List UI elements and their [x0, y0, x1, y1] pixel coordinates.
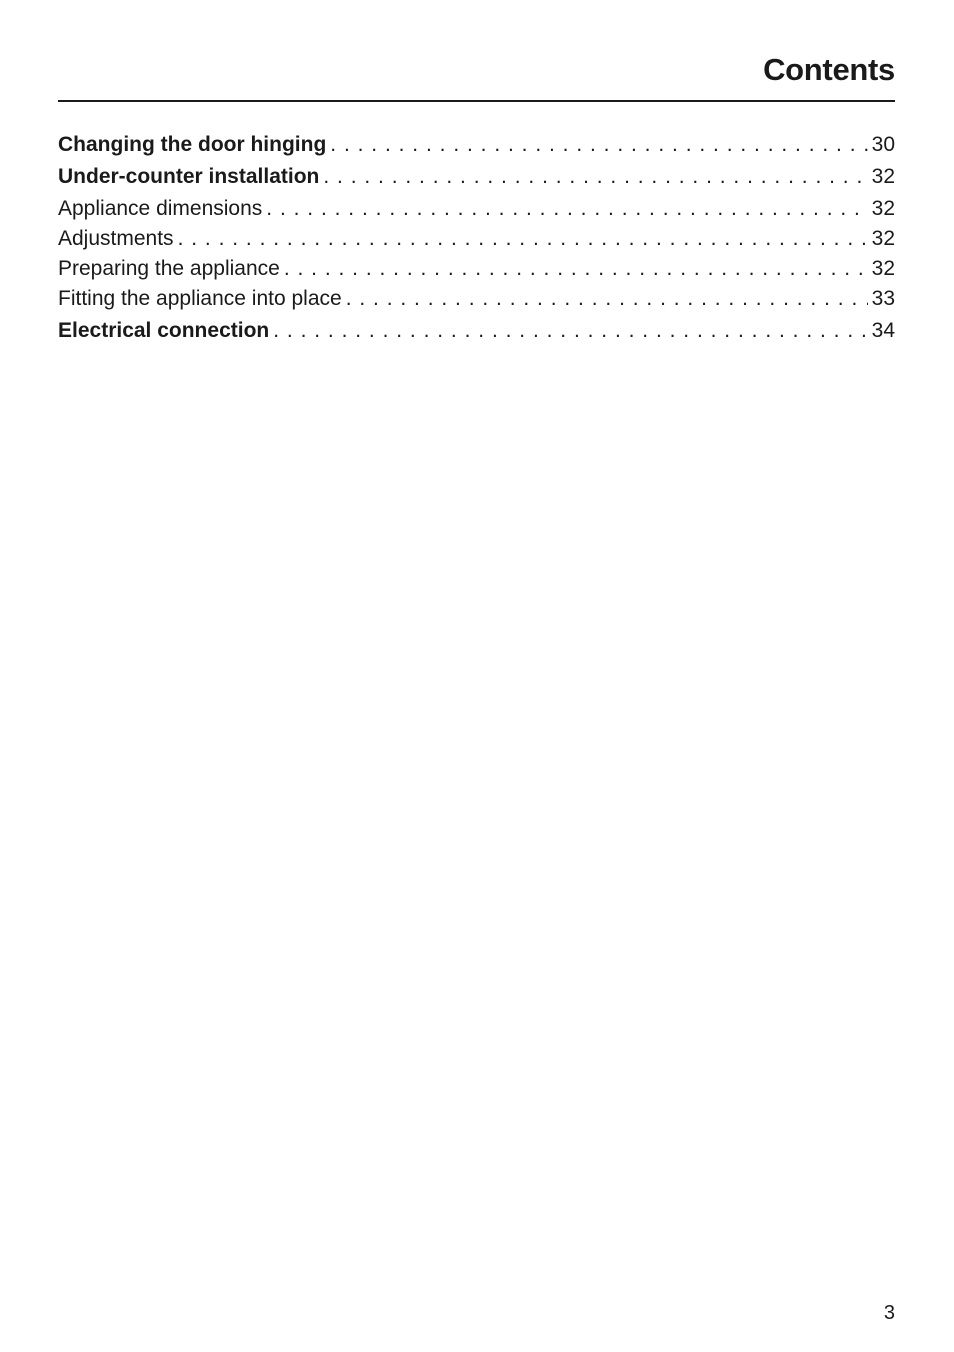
toc-entry-page: 32	[871, 197, 895, 220]
toc-entry-appliance-dimensions[interactable]	[58, 194, 895, 224]
toc-entry-page: 30	[871, 133, 895, 156]
toc-entry-label: Fitting the appliance into place	[58, 287, 342, 310]
page-number: 3	[883, 1302, 895, 1324]
toc-dot-leader	[284, 254, 868, 284]
toc-entry-preparing-appliance[interactable]	[58, 254, 895, 284]
toc-entry-fitting-appliance[interactable]	[58, 284, 895, 314]
toc-dot-leader	[178, 224, 868, 254]
header-divider	[58, 100, 895, 102]
page-header	[58, 50, 895, 90]
toc-entry-electrical-connection[interactable]	[58, 316, 895, 346]
toc-entry-label: Appliance dimensions	[58, 197, 263, 220]
toc-entry-label: Under-counter installation	[58, 165, 320, 188]
toc-dot-leader	[323, 162, 867, 192]
toc-entry-changing-door-hinging[interactable]	[58, 130, 895, 160]
toc-entry-page: 32	[871, 257, 895, 280]
page-title: Contents	[763, 52, 895, 87]
toc-entry-label: Changing the door hinging	[58, 133, 327, 156]
table-of-contents	[58, 128, 895, 348]
toc-dot-leader	[330, 130, 867, 160]
toc-entry-page: 32	[871, 227, 895, 250]
toc-entry-under-counter-installation[interactable]	[58, 162, 895, 192]
toc-entry-page: 34	[871, 319, 895, 342]
toc-dot-leader	[273, 316, 867, 346]
toc-entry-page: 32	[871, 165, 895, 188]
toc-entry-adjustments[interactable]	[58, 224, 895, 254]
toc-entry-page: 33	[871, 287, 895, 310]
toc-entry-label: Adjustments	[58, 227, 174, 250]
toc-dot-leader	[266, 194, 867, 224]
toc-dot-leader	[346, 284, 868, 314]
toc-entry-label: Electrical connection	[58, 319, 270, 342]
toc-entry-label: Preparing the appliance	[58, 257, 280, 280]
